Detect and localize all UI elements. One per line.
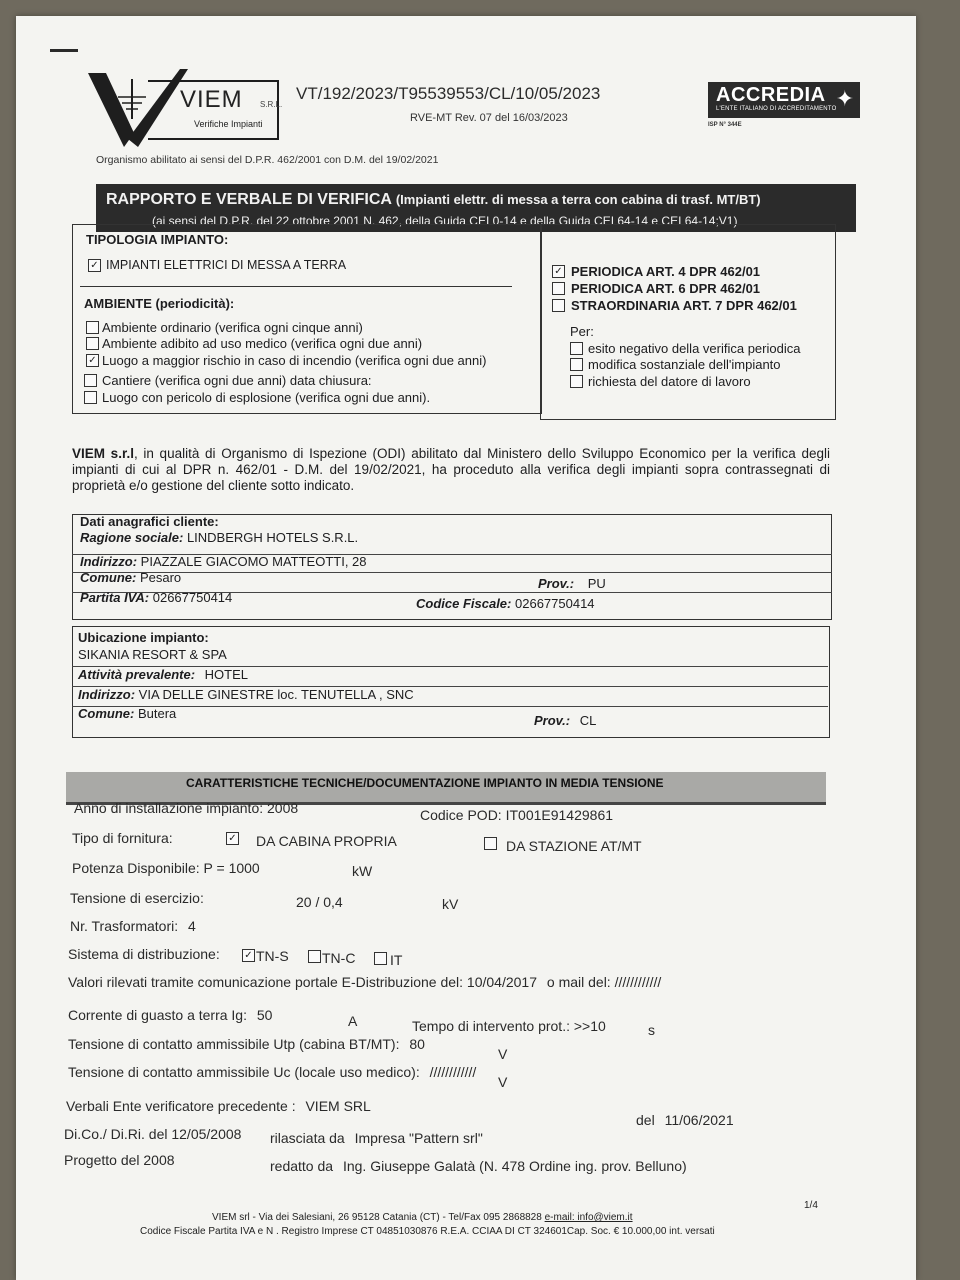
- redatto-row: redatto da Ing. Giuseppe Galatà (N. 478 Ordine ing. prov. Belluno): [270, 1158, 687, 1174]
- trasformatori-row: Nr. Trasformatori: 4: [70, 918, 196, 934]
- trasformatori-value: 4: [188, 918, 196, 934]
- verbali-row: Verbali Ente verificatore precedente : VIEM SRL: [66, 1098, 371, 1114]
- fornitura-label: Tipo di fornitura:: [72, 830, 173, 846]
- client-cf: 02667750414: [515, 596, 595, 611]
- client-piva: 02667750414: [152, 590, 233, 605]
- footer-email[interactable]: e-mail: info@viem.it: [544, 1212, 633, 1223]
- progetto-value: 2008: [143, 1152, 175, 1168]
- report-subtitle: (Impianti elettr. di messa a terra con cabina di trasf. MT/BT): [395, 192, 761, 207]
- client-comune: Pesaro: [139, 570, 182, 585]
- ambiente-checkbox-4[interactable]: [84, 374, 97, 387]
- footer-line-1: VIEM srl - Via dei Salesiani, 26 95128 Catania (CT) - Tel/Fax 095 2868828 e-mail: info@viem.it: [212, 1212, 633, 1223]
- per-option-2: modifica sostanziale dell'impianto: [588, 357, 781, 372]
- periodica-art4-label: PERIODICA ART. 4 DPR 462/01: [571, 264, 761, 279]
- tipologia-checkbox[interactable]: ✓: [88, 259, 101, 272]
- verbali-value: VIEM SRL: [305, 1098, 371, 1114]
- pod-value: IT001E91429861: [505, 807, 614, 823]
- client-comune-row: Comune: Pesaro: [80, 570, 182, 585]
- accredia-tagline: L'ENTE ITALIANO DI ACCREDITAMENTO: [716, 106, 837, 112]
- divider: [80, 286, 512, 287]
- ambiente-option-4: Cantiere (verifica ogni due anni) data chiusura:: [102, 373, 372, 388]
- mail-label: o mail del:: [546, 974, 611, 990]
- pod-row: Codice POD: IT001E91429861: [420, 807, 614, 823]
- document-page: [16, 16, 916, 1280]
- client-ragione: LINDBERGH HOTELS S.R.L.: [186, 530, 359, 545]
- sistema-it-checkbox[interactable]: [374, 952, 387, 965]
- straordinaria-art7-checkbox[interactable]: [552, 299, 565, 312]
- client-heading: Dati anagrafici cliente:: [80, 514, 219, 529]
- tipologia-heading: TIPOLOGIA IMPIANTO:: [86, 232, 229, 247]
- periodica-art4-checkbox[interactable]: ✓: [552, 265, 565, 278]
- footer-line-2: Codice Fiscale Partita IVA e N . Registro Imprese CT 04851030876 R.E.A. CCIAA DI CT 324601Cap. Soc. € 10.000,00 int. versati: [140, 1226, 715, 1237]
- location-prov: CL: [579, 713, 597, 728]
- accredia-logo: [708, 82, 860, 118]
- revision-label: RVE-MT Rev. 07 del 16/03/2023: [410, 112, 568, 124]
- client-ragione-row: Ragione sociale: LINDBERGH HOTELS S.R.L.: [80, 530, 359, 545]
- uc-unit: V: [498, 1074, 508, 1090]
- logo-subtitle: Verifiche Impianti: [194, 119, 263, 129]
- client-prov-row: Prov.: PU: [538, 576, 606, 591]
- rilasciata-value: Impresa "Pattern srl": [354, 1130, 483, 1146]
- valori-row: Valori rilevati tramite comunicazione portale E-Distribuzione del: 10/04/2017 o mail del: ////////////: [68, 974, 662, 990]
- verification-type-box: [540, 224, 836, 420]
- location-name: SIKANIA RESORT & SPA: [78, 647, 227, 662]
- per-option-1: esito negativo della verifica periodica: [588, 341, 801, 356]
- report-legal-basis: (ai sensi del D.P.R. del 22 ottobre 2001 N. 462, della Guida CEI 0-14 e della Guida CEI 64-14 e CEI 64-14;V1): [152, 214, 738, 228]
- uc-value: ////////////: [429, 1064, 477, 1080]
- dico-value: 12/05/2008: [171, 1126, 242, 1142]
- location-comune-row: Comune: Butera: [78, 706, 177, 721]
- ambiente-checkbox-5[interactable]: [84, 391, 97, 404]
- pencil-mark: [50, 49, 78, 52]
- per-checkbox-2[interactable]: [570, 358, 583, 371]
- isp-number: ISP N° 344E: [708, 122, 742, 128]
- utp-row: Tensione di contatto ammissibile Utp (cabina BT/MT): 80: [68, 1036, 425, 1052]
- location-prov-row: Prov.: CL: [534, 713, 597, 728]
- ambiente-option-1: Ambiente ordinario (verifica ogni cinque anni): [102, 320, 363, 335]
- fornitura-stazione-checkbox[interactable]: [484, 837, 497, 850]
- document-reference: VT/192/2023/T95539553/CL/10/05/2023: [296, 84, 601, 103]
- location-attivita: HOTEL: [204, 667, 249, 682]
- tensione-unit: kV: [442, 896, 459, 912]
- sistema-tns-checkbox[interactable]: ✓: [242, 949, 255, 962]
- client-prov: PU: [587, 576, 606, 591]
- anno-value: 2008: [267, 800, 299, 816]
- utp-value: 80: [409, 1036, 425, 1052]
- page-number: 1/4: [804, 1200, 818, 1211]
- verbali-del-row: del 11/06/2021: [636, 1112, 734, 1128]
- tensione-value: 20 / 0,4: [296, 894, 343, 910]
- utp-unit: V: [498, 1046, 508, 1062]
- organization-line: Organismo abilitato ai sensi del D.P.R. 462/2001 con D.M. del 19/02/2021: [96, 154, 439, 166]
- ambiente-option-5: Luogo con pericolo di esplosione (verifica ogni due anni).: [102, 390, 431, 405]
- location-comune: Butera: [137, 706, 177, 721]
- logo-srl: S.R.L.: [260, 100, 283, 109]
- client-piva-row: Partita IVA: 02667750414: [80, 590, 233, 605]
- potenza-unit: kW: [352, 863, 373, 879]
- sistema-it-label: IT: [390, 952, 403, 968]
- sistema-tns-label: TN-S: [256, 948, 289, 964]
- sistema-label: Sistema di distribuzione:: [68, 946, 220, 962]
- sistema-tnc-label: TN-C: [322, 950, 356, 966]
- per-option-3: richiesta del datore di lavoro: [588, 374, 751, 389]
- client-cf-row: Codice Fiscale: 02667750414: [416, 596, 595, 611]
- fornitura-cabina-label: DA CABINA PROPRIA: [256, 833, 397, 849]
- tempo-value: >>10: [573, 1018, 606, 1034]
- tempo-unit: s: [648, 1022, 655, 1038]
- per-label: Per:: [570, 324, 594, 339]
- client-indirizzo: PIAZZALE GIACOMO MATTEOTTI, 28: [140, 554, 367, 569]
- periodica-art6-checkbox[interactable]: [552, 282, 565, 295]
- fornitura-stazione-label: DA STAZIONE AT/MT: [506, 838, 642, 854]
- corrente-value: 50: [256, 1007, 273, 1023]
- sistema-tnc-checkbox[interactable]: [308, 950, 321, 963]
- straordinaria-art7-label: STRAORDINARIA ART. 7 DPR 462/01: [571, 298, 797, 313]
- corrente-unit: A: [348, 1013, 358, 1029]
- mail-value: ////////////: [614, 974, 662, 990]
- ambiente-checkbox-1[interactable]: [86, 321, 99, 334]
- ambiente-option-2: Ambiente adibito ad uso medico (verifica ogni due anni): [102, 336, 423, 351]
- rilasciata-row: rilasciata da Impresa "Pattern srl": [270, 1130, 483, 1146]
- italy-map-icon: ✦: [835, 86, 854, 111]
- location-heading: Ubicazione impianto:: [78, 630, 209, 645]
- corrente-row: Corrente di guasto a terra Ig: 50: [68, 1007, 273, 1023]
- anno-row: Anno di installazione impianto: 2008: [74, 800, 299, 816]
- ambiente-heading: AMBIENTE (periodicità):: [84, 296, 235, 311]
- client-indirizzo-row: Indirizzo: PIAZZALE GIACOMO MATTEOTTI, 28: [80, 554, 367, 569]
- progetto-row: Progetto del 2008: [64, 1152, 175, 1168]
- intro-text: , in qualità di Organismo di Ispezione (ODI) abilitato dal Ministero dello Sviluppo Economico per la verifica degli impianti di cui al DPR n. 462/01 - D.M. del 19/02/2021, ha proceduto alla verifica degli impianti sopra contrassegnati di proprietà e/o gestione del cliente sotto indicato.: [72, 446, 830, 493]
- ambiente-checkbox-2[interactable]: [86, 337, 99, 350]
- dico-row: Di.Co./ Di.Ri. del 12/05/2008: [64, 1126, 242, 1142]
- redatto-value: Ing. Giuseppe Galatà (N. 478 Ordine ing. prov. Belluno): [342, 1158, 687, 1174]
- ambiente-option-3: Luogo a maggior rischio in caso di incendio (verifica ogni due anni): [102, 353, 487, 368]
- valori-data: 10/04/2017: [466, 974, 537, 990]
- intro-paragraph: [72, 446, 830, 494]
- tech-section-title: CARATTERISTICHE TECNICHE/DOCUMENTAZIONE IMPIANTO IN MEDIA TENSIONE: [186, 776, 664, 790]
- periodica-art6-label: PERIODICA ART. 6 DPR 462/01: [571, 281, 761, 296]
- tempo-row: Tempo di intervento prot.: >>10: [412, 1018, 606, 1034]
- per-checkbox-1[interactable]: [570, 342, 583, 355]
- uc-row: Tensione di contatto ammissibile Uc (locale uso medico): ////////////: [68, 1064, 477, 1080]
- logo-name: VIEM: [180, 86, 243, 113]
- row-line: [72, 706, 828, 707]
- location-attivita-row: Attività prevalente: HOTEL: [78, 667, 249, 682]
- verbali-del-value: 11/06/2021: [664, 1112, 734, 1128]
- per-checkbox-3[interactable]: [570, 375, 583, 388]
- report-title: RAPPORTO E VERBALE DI VERIFICA (Impianti elettr. di messa a terra con cabina di trasf. MT/BT): [106, 191, 761, 208]
- potenza-row: Potenza Disponibile: P = 1000: [72, 860, 260, 876]
- intro-company: VIEM s.r.l: [72, 446, 134, 461]
- tensione-label: Tensione di esercizio:: [70, 890, 204, 906]
- ambiente-checkbox-3[interactable]: ✓: [86, 354, 99, 367]
- location-indirizzo: VIA DELLE GINESTRE loc. TENUTELLA , SNC: [138, 687, 414, 702]
- row-line: [72, 572, 832, 573]
- potenza-value: 1000: [228, 860, 260, 876]
- tipologia-option: IMPIANTI ELETTRICI DI MESSA A TERRA: [106, 258, 347, 272]
- location-indirizzo-row: Indirizzo: VIA DELLE GINESTRE loc. TENUTELLA , SNC: [78, 687, 414, 702]
- accredia-name: ACCREDIA: [716, 84, 826, 106]
- fornitura-cabina-checkbox[interactable]: ✓: [226, 832, 239, 845]
